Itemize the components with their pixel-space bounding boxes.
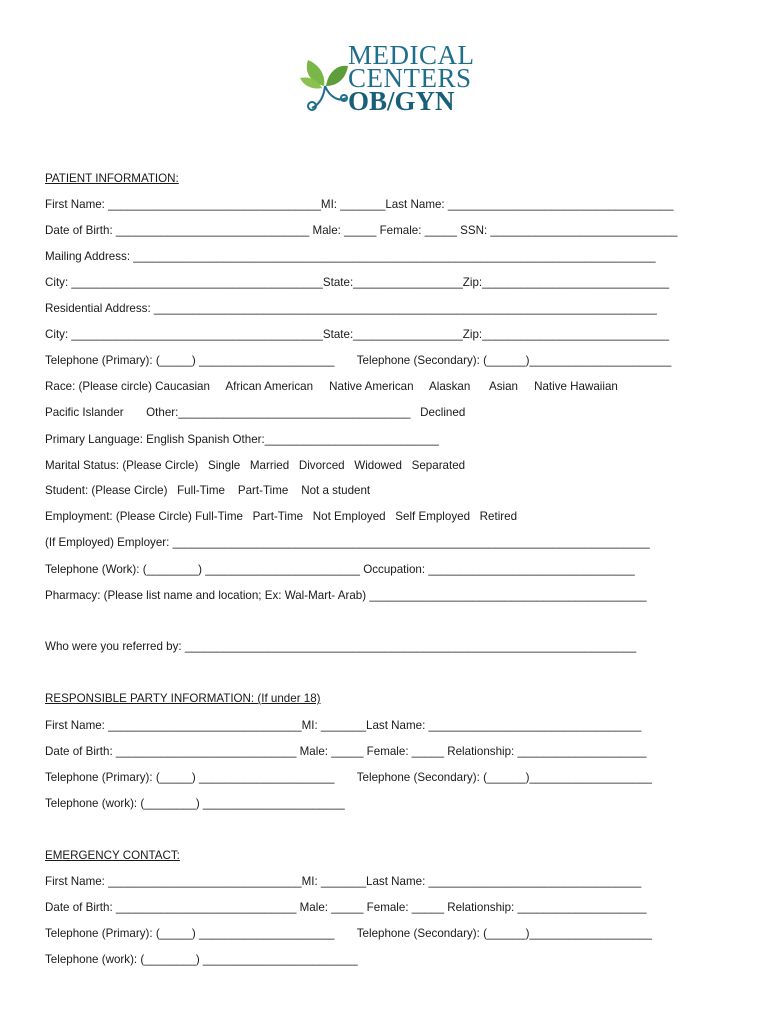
race-options-continued[interactable]: Pacific Islander Other:____________________________________ Declined xyxy=(45,406,466,419)
responsible-dob-field[interactable]: Date of Birth: ____________________________ Male: _____ Female: _____ Relationship: ____________________ xyxy=(45,745,647,758)
referred-by-field[interactable]: Who were you referred by: ______________________________________________________________________ xyxy=(45,640,637,653)
mailing-city-field[interactable]: City: _______________________________________State:_________________Zip:_____________________________ xyxy=(45,276,670,289)
emergency-work-phone-field[interactable]: Telephone (work): (________) ________________________ xyxy=(45,953,358,966)
emergency-telephone-field[interactable]: Telephone (Primary): (_____) _____________________ Telephone (Secondary): (______)___________________ xyxy=(45,927,652,940)
primary-language-field[interactable]: Primary Language: English Spanish Other:___________________________ xyxy=(45,433,439,446)
medical-centers-logo xyxy=(300,40,475,118)
logo-line-3: OB/GYN xyxy=(348,86,455,116)
employer-field[interactable]: (If Employed) Employer: __________________________________________________________________________ xyxy=(45,536,650,549)
logo-line-1: MEDICAL xyxy=(348,40,475,70)
responsible-telephone-field[interactable]: Telephone (Primary): (_____) _____________________ Telephone (Secondary): (______)___________________ xyxy=(45,771,652,784)
patient-dob-field[interactable]: Date of Birth: ______________________________ Male: _____ Female: _____ SSN: _____________________________ xyxy=(45,224,678,237)
patient-info-heading: PATIENT INFORMATION: xyxy=(45,172,179,185)
pharmacy-field[interactable]: Pharmacy: (Please list name and location; Ex: Wal-Mart- Arab) ___________________________________________ xyxy=(45,589,647,602)
emergency-dob-field[interactable]: Date of Birth: ____________________________ Male: _____ Female: _____ Relationship: ____________________ xyxy=(45,901,647,914)
logo-text xyxy=(348,40,475,116)
mailing-address-field[interactable]: Mailing Address: _________________________________________________________________________________ xyxy=(45,250,656,263)
patient-name-field[interactable]: First Name: _________________________________MI: _______Last Name: ___________________________________ xyxy=(45,198,674,211)
leaf-icon xyxy=(300,52,350,116)
residential-address-field[interactable]: Residential Address: ______________________________________________________________________________ xyxy=(45,302,657,315)
student-options[interactable]: Student: (Please Circle) Full-Time Part-Time Not a student xyxy=(45,484,371,497)
responsible-name-field[interactable]: First Name: ______________________________MI: _______Last Name: _________________________________ xyxy=(45,719,642,732)
responsible-party-heading: RESPONSIBLE PARTY INFORMATION: (If under 18) xyxy=(45,692,321,705)
emergency-name-field[interactable]: First Name: ______________________________MI: _______Last Name: _________________________________ xyxy=(45,875,642,888)
emergency-contact-heading: EMERGENCY CONTACT: xyxy=(45,849,180,862)
responsible-work-phone-field[interactable]: Telephone (work): (________) ______________________ xyxy=(45,797,345,810)
race-options[interactable]: Race: (Please circle) Caucasian African American Native American Alaskan Asian Native Hawaiian xyxy=(45,380,618,393)
residential-city-field[interactable]: City: _______________________________________State:_________________Zip:_____________________________ xyxy=(45,328,670,341)
patient-telephone-field[interactable]: Telephone (Primary): (_____) _____________________ Telephone (Secondary): (______)______________________ xyxy=(45,354,672,367)
employment-options[interactable]: Employment: (Please Circle) Full-Time Part-Time Not Employed Self Employed Retired xyxy=(45,510,518,523)
marital-status-options[interactable]: Marital Status: (Please Circle) Single Married Divorced Widowed Separated xyxy=(45,459,466,472)
work-phone-occupation-field[interactable]: Telephone (Work): (________) ________________________ Occupation: ________________________________ xyxy=(45,563,635,576)
logo-line-2: CENTERS xyxy=(348,63,472,93)
